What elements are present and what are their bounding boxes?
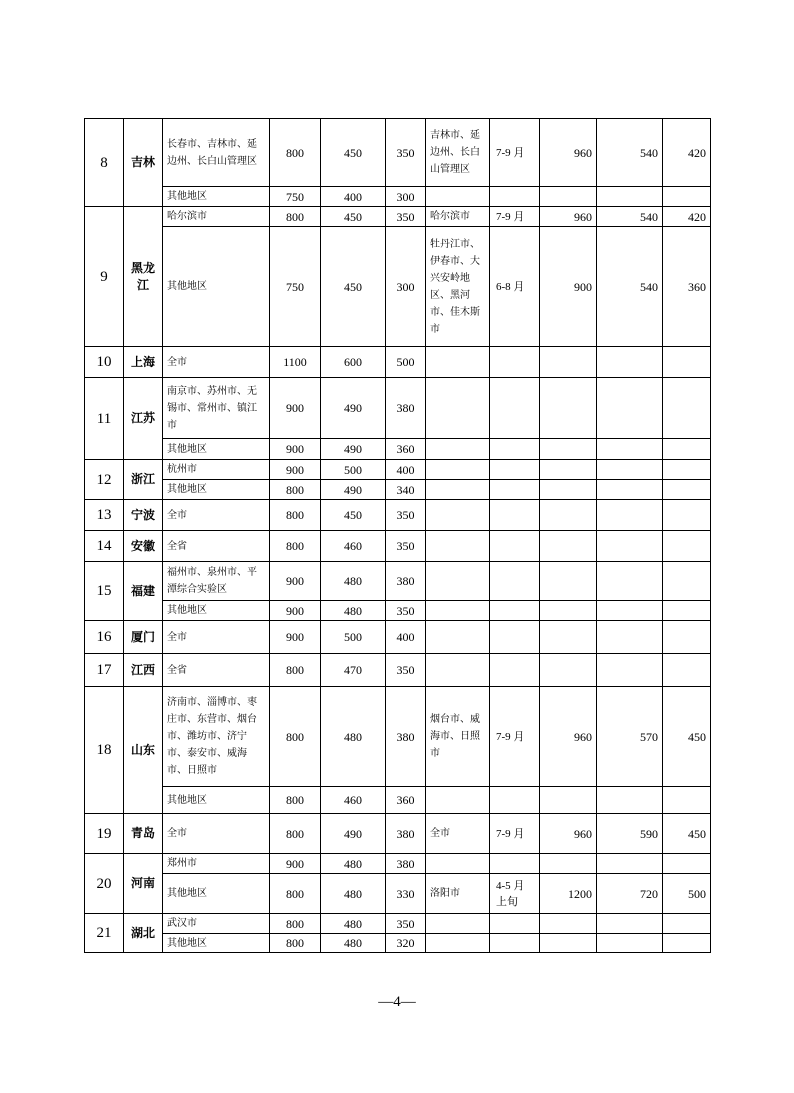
province-name: 山东 bbox=[124, 687, 163, 814]
value-a: 900 bbox=[270, 460, 321, 480]
value-b: 480 bbox=[321, 934, 386, 953]
peak-value-d bbox=[540, 854, 597, 874]
peak-period bbox=[490, 460, 540, 480]
row-number: 8 bbox=[85, 119, 124, 207]
peak-area-cell bbox=[426, 439, 490, 460]
value-b: 490 bbox=[321, 378, 386, 439]
value-b: 450 bbox=[321, 207, 386, 227]
value-c: 350 bbox=[386, 654, 426, 687]
peak-value-e: 570 bbox=[597, 687, 663, 787]
area-cell: 其他地区 bbox=[163, 934, 270, 953]
peak-value-d bbox=[540, 654, 597, 687]
province-name: 吉林 bbox=[124, 119, 163, 207]
value-a: 900 bbox=[270, 378, 321, 439]
value-c: 340 bbox=[386, 480, 426, 500]
value-a: 800 bbox=[270, 914, 321, 934]
peak-period bbox=[490, 654, 540, 687]
value-b: 490 bbox=[321, 814, 386, 854]
peak-value-d bbox=[540, 500, 597, 531]
peak-value-d: 960 bbox=[540, 119, 597, 187]
row-number: 21 bbox=[85, 914, 124, 953]
table-row bbox=[85, 378, 711, 439]
value-c: 380 bbox=[386, 687, 426, 787]
peak-value-e bbox=[597, 500, 663, 531]
area-cell: 长春市、吉林市、延边州、长白山管理区 bbox=[163, 119, 270, 187]
table-row bbox=[85, 914, 711, 934]
peak-value-d bbox=[540, 621, 597, 654]
row-number: 11 bbox=[85, 378, 124, 460]
value-b: 480 bbox=[321, 601, 386, 621]
peak-period bbox=[490, 601, 540, 621]
peak-area-cell bbox=[426, 480, 490, 500]
peak-value-e bbox=[597, 787, 663, 814]
peak-value-d bbox=[540, 601, 597, 621]
value-a: 900 bbox=[270, 562, 321, 601]
table-row bbox=[85, 621, 711, 654]
value-a: 800 bbox=[270, 119, 321, 187]
value-c: 320 bbox=[386, 934, 426, 953]
peak-value-d bbox=[540, 934, 597, 953]
peak-value-d: 960 bbox=[540, 814, 597, 854]
province-name: 上海 bbox=[124, 347, 163, 378]
peak-value-f bbox=[663, 378, 711, 439]
peak-area-cell bbox=[426, 914, 490, 934]
peak-area-cell bbox=[426, 500, 490, 531]
value-a: 800 bbox=[270, 934, 321, 953]
value-b: 600 bbox=[321, 347, 386, 378]
peak-value-f bbox=[663, 531, 711, 562]
value-c: 350 bbox=[386, 500, 426, 531]
peak-period: 7-9 月 bbox=[490, 207, 540, 227]
table-row bbox=[85, 787, 711, 814]
peak-period bbox=[490, 500, 540, 531]
peak-value-f bbox=[663, 787, 711, 814]
value-c: 330 bbox=[386, 874, 426, 914]
peak-value-e bbox=[597, 460, 663, 480]
peak-area-cell bbox=[426, 854, 490, 874]
row-number: 17 bbox=[85, 654, 124, 687]
peak-area-cell bbox=[426, 460, 490, 480]
peak-period bbox=[490, 562, 540, 601]
peak-value-f bbox=[663, 854, 711, 874]
value-a: 900 bbox=[270, 621, 321, 654]
area-cell: 南京市、苏州市、无锡市、常州市、镇江市 bbox=[163, 378, 270, 439]
row-number: 20 bbox=[85, 854, 124, 914]
value-b: 450 bbox=[321, 500, 386, 531]
row-number: 9 bbox=[85, 207, 124, 347]
row-number: 12 bbox=[85, 460, 124, 500]
peak-period bbox=[490, 531, 540, 562]
table-row bbox=[85, 187, 711, 207]
value-b: 480 bbox=[321, 854, 386, 874]
table-row bbox=[85, 500, 711, 531]
peak-period bbox=[490, 378, 540, 439]
peak-area-cell bbox=[426, 601, 490, 621]
value-a: 900 bbox=[270, 439, 321, 460]
peak-period bbox=[490, 187, 540, 207]
peak-area-cell: 牡丹江市、伊春市、大兴安岭地区、黑河市、佳木斯市 bbox=[426, 227, 490, 347]
peak-period bbox=[490, 914, 540, 934]
peak-value-f: 420 bbox=[663, 207, 711, 227]
peak-value-d: 960 bbox=[540, 687, 597, 787]
peak-area-cell: 全市 bbox=[426, 814, 490, 854]
area-cell: 其他地区 bbox=[163, 227, 270, 347]
peak-value-d bbox=[540, 460, 597, 480]
peak-value-f bbox=[663, 347, 711, 378]
peak-value-d: 960 bbox=[540, 207, 597, 227]
row-number: 14 bbox=[85, 531, 124, 562]
row-number: 13 bbox=[85, 500, 124, 531]
peak-value-d bbox=[540, 378, 597, 439]
value-a: 900 bbox=[270, 601, 321, 621]
peak-area-cell bbox=[426, 621, 490, 654]
peak-value-e bbox=[597, 601, 663, 621]
peak-value-d bbox=[540, 439, 597, 460]
peak-period bbox=[490, 934, 540, 953]
province-name: 黑龙江 bbox=[124, 207, 163, 347]
value-a: 800 bbox=[270, 480, 321, 500]
area-cell: 哈尔滨市 bbox=[163, 207, 270, 227]
peak-value-d bbox=[540, 187, 597, 207]
province-name: 青岛 bbox=[124, 814, 163, 854]
peak-value-f bbox=[663, 601, 711, 621]
peak-value-d bbox=[540, 787, 597, 814]
row-number: 10 bbox=[85, 347, 124, 378]
value-c: 350 bbox=[386, 531, 426, 562]
peak-value-e bbox=[597, 654, 663, 687]
peak-period bbox=[490, 621, 540, 654]
area-cell: 杭州市 bbox=[163, 460, 270, 480]
table-row bbox=[85, 687, 711, 787]
peak-value-f bbox=[663, 439, 711, 460]
table-row bbox=[85, 814, 711, 854]
peak-value-e bbox=[597, 854, 663, 874]
peak-value-d bbox=[540, 347, 597, 378]
row-number: 19 bbox=[85, 814, 124, 854]
peak-area-cell: 吉林市、延边州、长白山管理区 bbox=[426, 119, 490, 187]
area-cell: 全市 bbox=[163, 814, 270, 854]
row-number: 16 bbox=[85, 621, 124, 654]
area-cell: 武汉市 bbox=[163, 914, 270, 934]
peak-value-d bbox=[540, 480, 597, 500]
peak-period bbox=[490, 439, 540, 460]
row-number: 18 bbox=[85, 687, 124, 814]
peak-value-f bbox=[663, 914, 711, 934]
value-c: 350 bbox=[386, 914, 426, 934]
peak-period: 7-9 月 bbox=[490, 687, 540, 787]
page-number: —4— bbox=[378, 994, 416, 1010]
peak-value-f bbox=[663, 934, 711, 953]
peak-period bbox=[490, 347, 540, 378]
area-cell: 全省 bbox=[163, 654, 270, 687]
peak-value-d: 900 bbox=[540, 227, 597, 347]
value-c: 380 bbox=[386, 562, 426, 601]
peak-value-e bbox=[597, 347, 663, 378]
value-b: 460 bbox=[321, 531, 386, 562]
value-a: 1100 bbox=[270, 347, 321, 378]
value-c: 300 bbox=[386, 227, 426, 347]
peak-area-cell bbox=[426, 187, 490, 207]
table-row bbox=[85, 119, 711, 187]
peak-value-e bbox=[597, 562, 663, 601]
peak-period: 7-9 月 bbox=[490, 119, 540, 187]
area-cell: 其他地区 bbox=[163, 874, 270, 914]
peak-value-d: 1200 bbox=[540, 874, 597, 914]
table-row bbox=[85, 874, 711, 914]
peak-value-e bbox=[597, 439, 663, 460]
area-cell: 全市 bbox=[163, 621, 270, 654]
value-c: 380 bbox=[386, 854, 426, 874]
peak-area-cell bbox=[426, 531, 490, 562]
value-b: 450 bbox=[321, 227, 386, 347]
value-a: 750 bbox=[270, 227, 321, 347]
peak-value-e bbox=[597, 934, 663, 953]
province-name: 江西 bbox=[124, 654, 163, 687]
table-row bbox=[85, 654, 711, 687]
peak-value-e bbox=[597, 187, 663, 207]
province-name: 江苏 bbox=[124, 378, 163, 460]
value-b: 490 bbox=[321, 480, 386, 500]
peak-area-cell bbox=[426, 347, 490, 378]
table-row bbox=[85, 207, 711, 227]
row-number: 15 bbox=[85, 562, 124, 621]
area-cell: 福州市、泉州市、平潭综合实验区 bbox=[163, 562, 270, 601]
peak-value-e bbox=[597, 531, 663, 562]
peak-value-f bbox=[663, 621, 711, 654]
peak-period: 7-9 月 bbox=[490, 814, 540, 854]
area-cell: 全省 bbox=[163, 531, 270, 562]
table-row bbox=[85, 934, 711, 953]
area-cell: 其他地区 bbox=[163, 601, 270, 621]
area-cell: 其他地区 bbox=[163, 439, 270, 460]
value-a: 800 bbox=[270, 814, 321, 854]
value-c: 360 bbox=[386, 787, 426, 814]
value-c: 300 bbox=[386, 187, 426, 207]
value-c: 380 bbox=[386, 814, 426, 854]
peak-period bbox=[490, 787, 540, 814]
rates-table bbox=[84, 118, 711, 953]
peak-value-f: 360 bbox=[663, 227, 711, 347]
peak-value-e bbox=[597, 378, 663, 439]
peak-value-e: 540 bbox=[597, 119, 663, 187]
peak-area-cell bbox=[426, 934, 490, 953]
peak-value-f: 450 bbox=[663, 687, 711, 787]
table-row bbox=[85, 439, 711, 460]
value-c: 360 bbox=[386, 439, 426, 460]
peak-area-cell: 哈尔滨市 bbox=[426, 207, 490, 227]
table-row bbox=[85, 601, 711, 621]
peak-value-f: 450 bbox=[663, 814, 711, 854]
area-cell: 其他地区 bbox=[163, 480, 270, 500]
value-c: 500 bbox=[386, 347, 426, 378]
province-name: 宁波 bbox=[124, 500, 163, 531]
value-b: 480 bbox=[321, 687, 386, 787]
value-b: 490 bbox=[321, 439, 386, 460]
province-name: 安徽 bbox=[124, 531, 163, 562]
value-b: 460 bbox=[321, 787, 386, 814]
peak-area-cell bbox=[426, 378, 490, 439]
peak-area-cell bbox=[426, 654, 490, 687]
province-name: 厦门 bbox=[124, 621, 163, 654]
province-name: 福建 bbox=[124, 562, 163, 621]
value-b: 500 bbox=[321, 621, 386, 654]
value-b: 480 bbox=[321, 874, 386, 914]
value-a: 800 bbox=[270, 207, 321, 227]
province-name: 湖北 bbox=[124, 914, 163, 953]
value-c: 350 bbox=[386, 207, 426, 227]
peak-area-cell bbox=[426, 787, 490, 814]
peak-area-cell: 洛阳市 bbox=[426, 874, 490, 914]
peak-value-d bbox=[540, 914, 597, 934]
value-a: 750 bbox=[270, 187, 321, 207]
peak-value-f bbox=[663, 654, 711, 687]
area-cell: 全市 bbox=[163, 500, 270, 531]
peak-value-e bbox=[597, 480, 663, 500]
area-cell: 其他地区 bbox=[163, 187, 270, 207]
peak-area-cell: 烟台市、威海市、日照市 bbox=[426, 687, 490, 787]
table-row bbox=[85, 531, 711, 562]
peak-value-f bbox=[663, 562, 711, 601]
peak-period bbox=[490, 854, 540, 874]
peak-value-d bbox=[540, 531, 597, 562]
peak-value-f: 500 bbox=[663, 874, 711, 914]
table-row bbox=[85, 460, 711, 480]
peak-value-e: 720 bbox=[597, 874, 663, 914]
value-b: 500 bbox=[321, 460, 386, 480]
peak-value-e: 540 bbox=[597, 227, 663, 347]
area-cell: 郑州市 bbox=[163, 854, 270, 874]
value-a: 900 bbox=[270, 854, 321, 874]
area-cell: 其他地区 bbox=[163, 787, 270, 814]
value-c: 380 bbox=[386, 378, 426, 439]
peak-value-e bbox=[597, 914, 663, 934]
value-a: 800 bbox=[270, 531, 321, 562]
table-row bbox=[85, 227, 711, 347]
value-a: 800 bbox=[270, 787, 321, 814]
peak-value-f bbox=[663, 500, 711, 531]
value-b: 480 bbox=[321, 562, 386, 601]
value-c: 400 bbox=[386, 460, 426, 480]
table-row bbox=[85, 347, 711, 378]
peak-area-cell bbox=[426, 562, 490, 601]
peak-value-d bbox=[540, 562, 597, 601]
value-a: 800 bbox=[270, 654, 321, 687]
peak-period: 6-8 月 bbox=[490, 227, 540, 347]
value-a: 800 bbox=[270, 874, 321, 914]
province-name: 河南 bbox=[124, 854, 163, 914]
table-row bbox=[85, 480, 711, 500]
peak-value-f: 420 bbox=[663, 119, 711, 187]
value-b: 400 bbox=[321, 187, 386, 207]
peak-value-e bbox=[597, 621, 663, 654]
table-body bbox=[85, 119, 711, 953]
peak-value-f bbox=[663, 480, 711, 500]
province-name: 浙江 bbox=[124, 460, 163, 500]
area-cell: 全市 bbox=[163, 347, 270, 378]
peak-value-e: 590 bbox=[597, 814, 663, 854]
value-b: 470 bbox=[321, 654, 386, 687]
value-a: 800 bbox=[270, 687, 321, 787]
table-row bbox=[85, 562, 711, 601]
peak-period bbox=[490, 480, 540, 500]
peak-value-e: 540 bbox=[597, 207, 663, 227]
peak-period: 4-5 月上旬 bbox=[490, 874, 540, 914]
peak-value-f bbox=[663, 460, 711, 480]
peak-value-f bbox=[663, 187, 711, 207]
value-b: 480 bbox=[321, 914, 386, 934]
table-row bbox=[85, 854, 711, 874]
value-c: 400 bbox=[386, 621, 426, 654]
value-c: 350 bbox=[386, 601, 426, 621]
area-cell: 济南市、淄博市、枣庄市、东营市、烟台市、潍坊市、济宁市、泰安市、威海市、日照市 bbox=[163, 687, 270, 787]
value-c: 350 bbox=[386, 119, 426, 187]
value-a: 800 bbox=[270, 500, 321, 531]
value-b: 450 bbox=[321, 119, 386, 187]
